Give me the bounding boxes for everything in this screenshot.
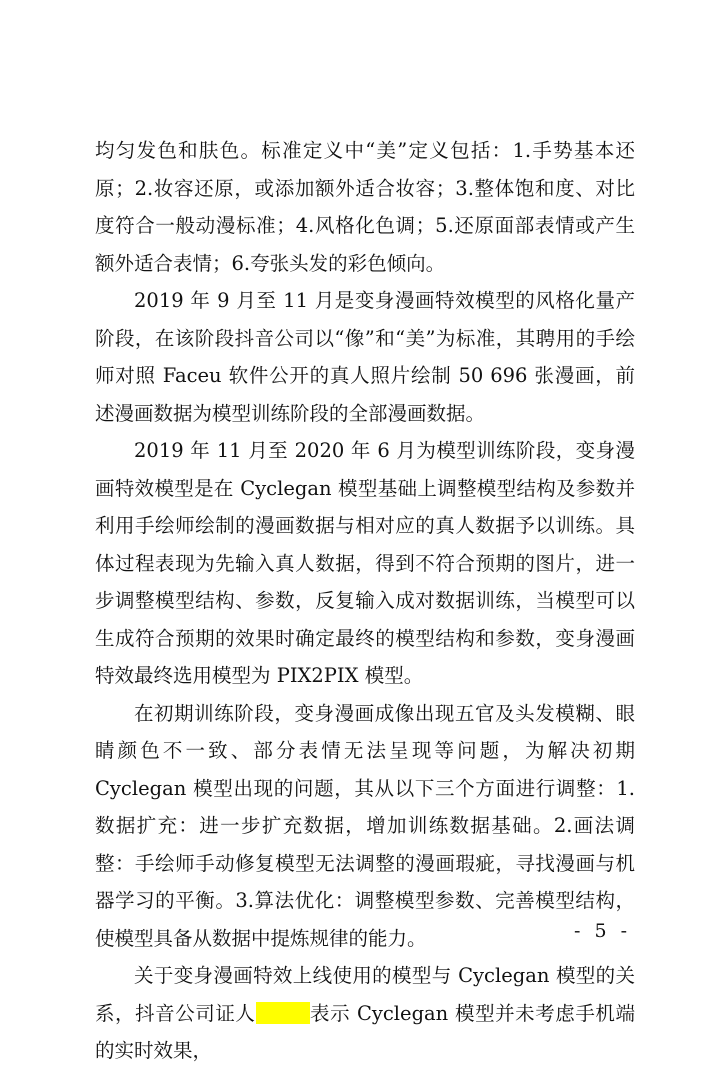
document-body [95, 132, 635, 1070]
page-number: - 5 - [574, 920, 632, 942]
paragraph-text-after-redaction: 表示 Cyclegan 模型并未考虑手机端的实时效果， [95, 1001, 635, 1062]
paragraph-stylization-stage: 2019 年 9 月至 11 月是变身漫画特效模型的风格化量产阶段，在该阶段抖音公司以“像”和“美”为标准，其聘用的手绘师对照 Faceu 软件公开的真人照片绘制 50 696 张漫画，前述漫画数据为模型训练阶段的全部漫画数据。 [95, 289, 635, 425]
paragraph-model-relationship [95, 957, 635, 1070]
paragraph-continuation: 均匀发色和肤色。标准定义中“美”定义包括：1.手势基本还原；2.妆容还原，或添加额外适合妆容；3.整体饱和度、对比度符合一般动漫标准；4.风格化色调；5.还原面部表情或产生额外适合表情；6.夸张头发的彩色倾向。 [95, 139, 635, 275]
paragraph-initial-training-issues: 在初期训练阶段，变身漫画成像出现五官及头发模糊、眼睛颜色不一致、部分表情无法呈现等问题，为解决初期 Cyclegan 模型出现的问题，其从以下三个方面进行调整：1.数据扩充：进一步扩充数据，增加训练数据基础。2.画法调整：手绘师手动修复模型无法调整的漫画瑕疵，寻找漫画与机器学习的平衡。3.算法优化：调整模型参数、完善模型结构，使模型具备从数据中提炼规律的能力。 [95, 701, 635, 950]
redacted-name-highlight [256, 1002, 310, 1024]
paragraph-training-stage: 2019 年 11 月至 2020 年 6 月为模型训练阶段，变身漫画特效模型是在 Cyclegan 模型基础上调整模型结构及参数并利用手绘师绘制的漫画数据与相对应的真人数据予以训练。具体过程表现为先输入真人数据，得到不符合预期的图片，进一步调整模型结构、参数，反复输入成对数据训练，当模型可以生成符合预期的效果时确定最终的模型结构和参数，变身漫画特效最终选用模型为 PIX2PIX 模型。 [95, 439, 635, 687]
paragraph-text-before-redaction: 关于变身漫画特效上线使用的模型与 Cyclegan 模型的关系，抖音公司证人 [95, 964, 635, 1025]
